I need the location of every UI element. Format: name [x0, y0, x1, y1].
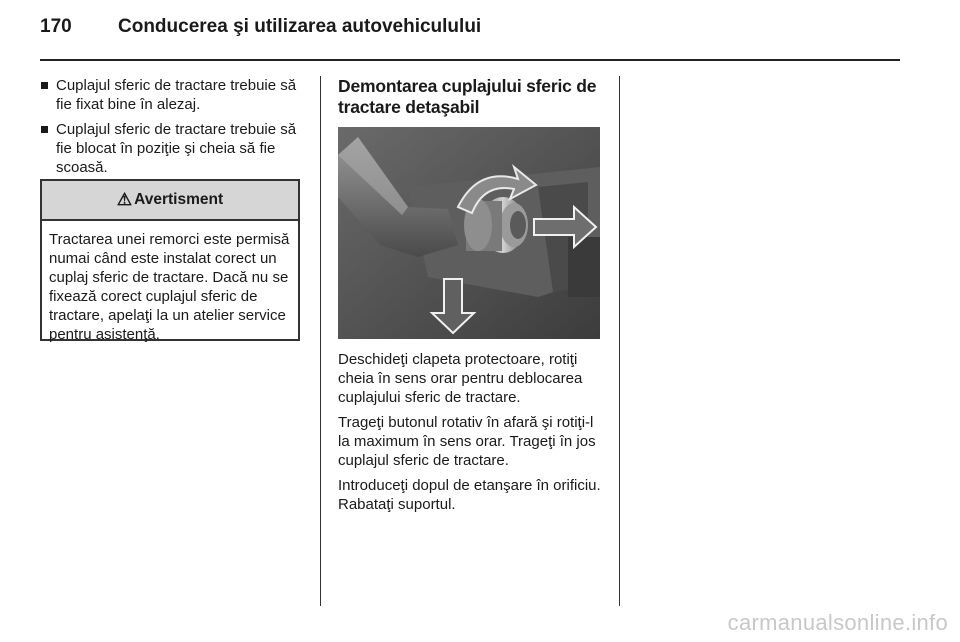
requirements-list: [40, 76, 302, 177]
instruction-paragraph: Introduceţi dopul de etanşare în orificiu. Rabataţi suportul.: [338, 477, 601, 513]
left-column: [40, 76, 302, 183]
bullet-square-icon: [41, 126, 48, 133]
instruction-paragraph: Deschideţi clapeta protectoare, rotiţi cheia în sens orar pentru deblocarea cuplajului sferic de tractare.: [338, 351, 583, 406]
list-item: [40, 120, 302, 177]
list-item: [40, 76, 302, 114]
column-divider-2: [619, 76, 620, 606]
list-item-text: Cuplajul sferic de tractare trebuie să fie blocat în poziţie şi cheia să fie scoasă.: [56, 121, 297, 176]
towbar-removal-illustration: [338, 127, 600, 339]
towbar-removal-icon: [338, 127, 600, 339]
instruction-paragraph: Trageţi butonul rotativ în afară şi rotiţi-l la maximum în sens orar. Trageţi în jos cuplajul sferic de tractare.: [338, 414, 596, 469]
page-header: [40, 14, 900, 44]
warning-triangle-icon: ⚠: [116, 190, 133, 209]
warning-heading: [42, 181, 298, 221]
instructions: [338, 350, 604, 520]
column-divider-1: [320, 76, 321, 606]
header-divider: [40, 59, 900, 61]
list-item-text: Cuplajul sferic de tractare trebuie să fie fixat bine în alezaj.: [56, 77, 297, 113]
section-title: Demontarea cuplajului sferic de tractare detaşabil: [338, 76, 597, 117]
watermark: carmanualsonline.info: [727, 610, 948, 635]
warning-heading-text: Avertisment: [134, 191, 224, 208]
warning-text: Tractarea unei remorci este permisă numai când este instalat corect un cuplaj sferic de tractare. Dacă nu se fixează corect cuplajul sferic de tractare, apelaţi la un atelier service pentru asistenţă.: [49, 231, 290, 343]
bullet-square-icon: [41, 82, 48, 89]
page-title: Conducerea şi utilizarea autovehiculului: [118, 16, 482, 37]
warning-box: [40, 179, 300, 341]
right-column: [338, 76, 604, 118]
page-number: 170: [40, 16, 72, 37]
